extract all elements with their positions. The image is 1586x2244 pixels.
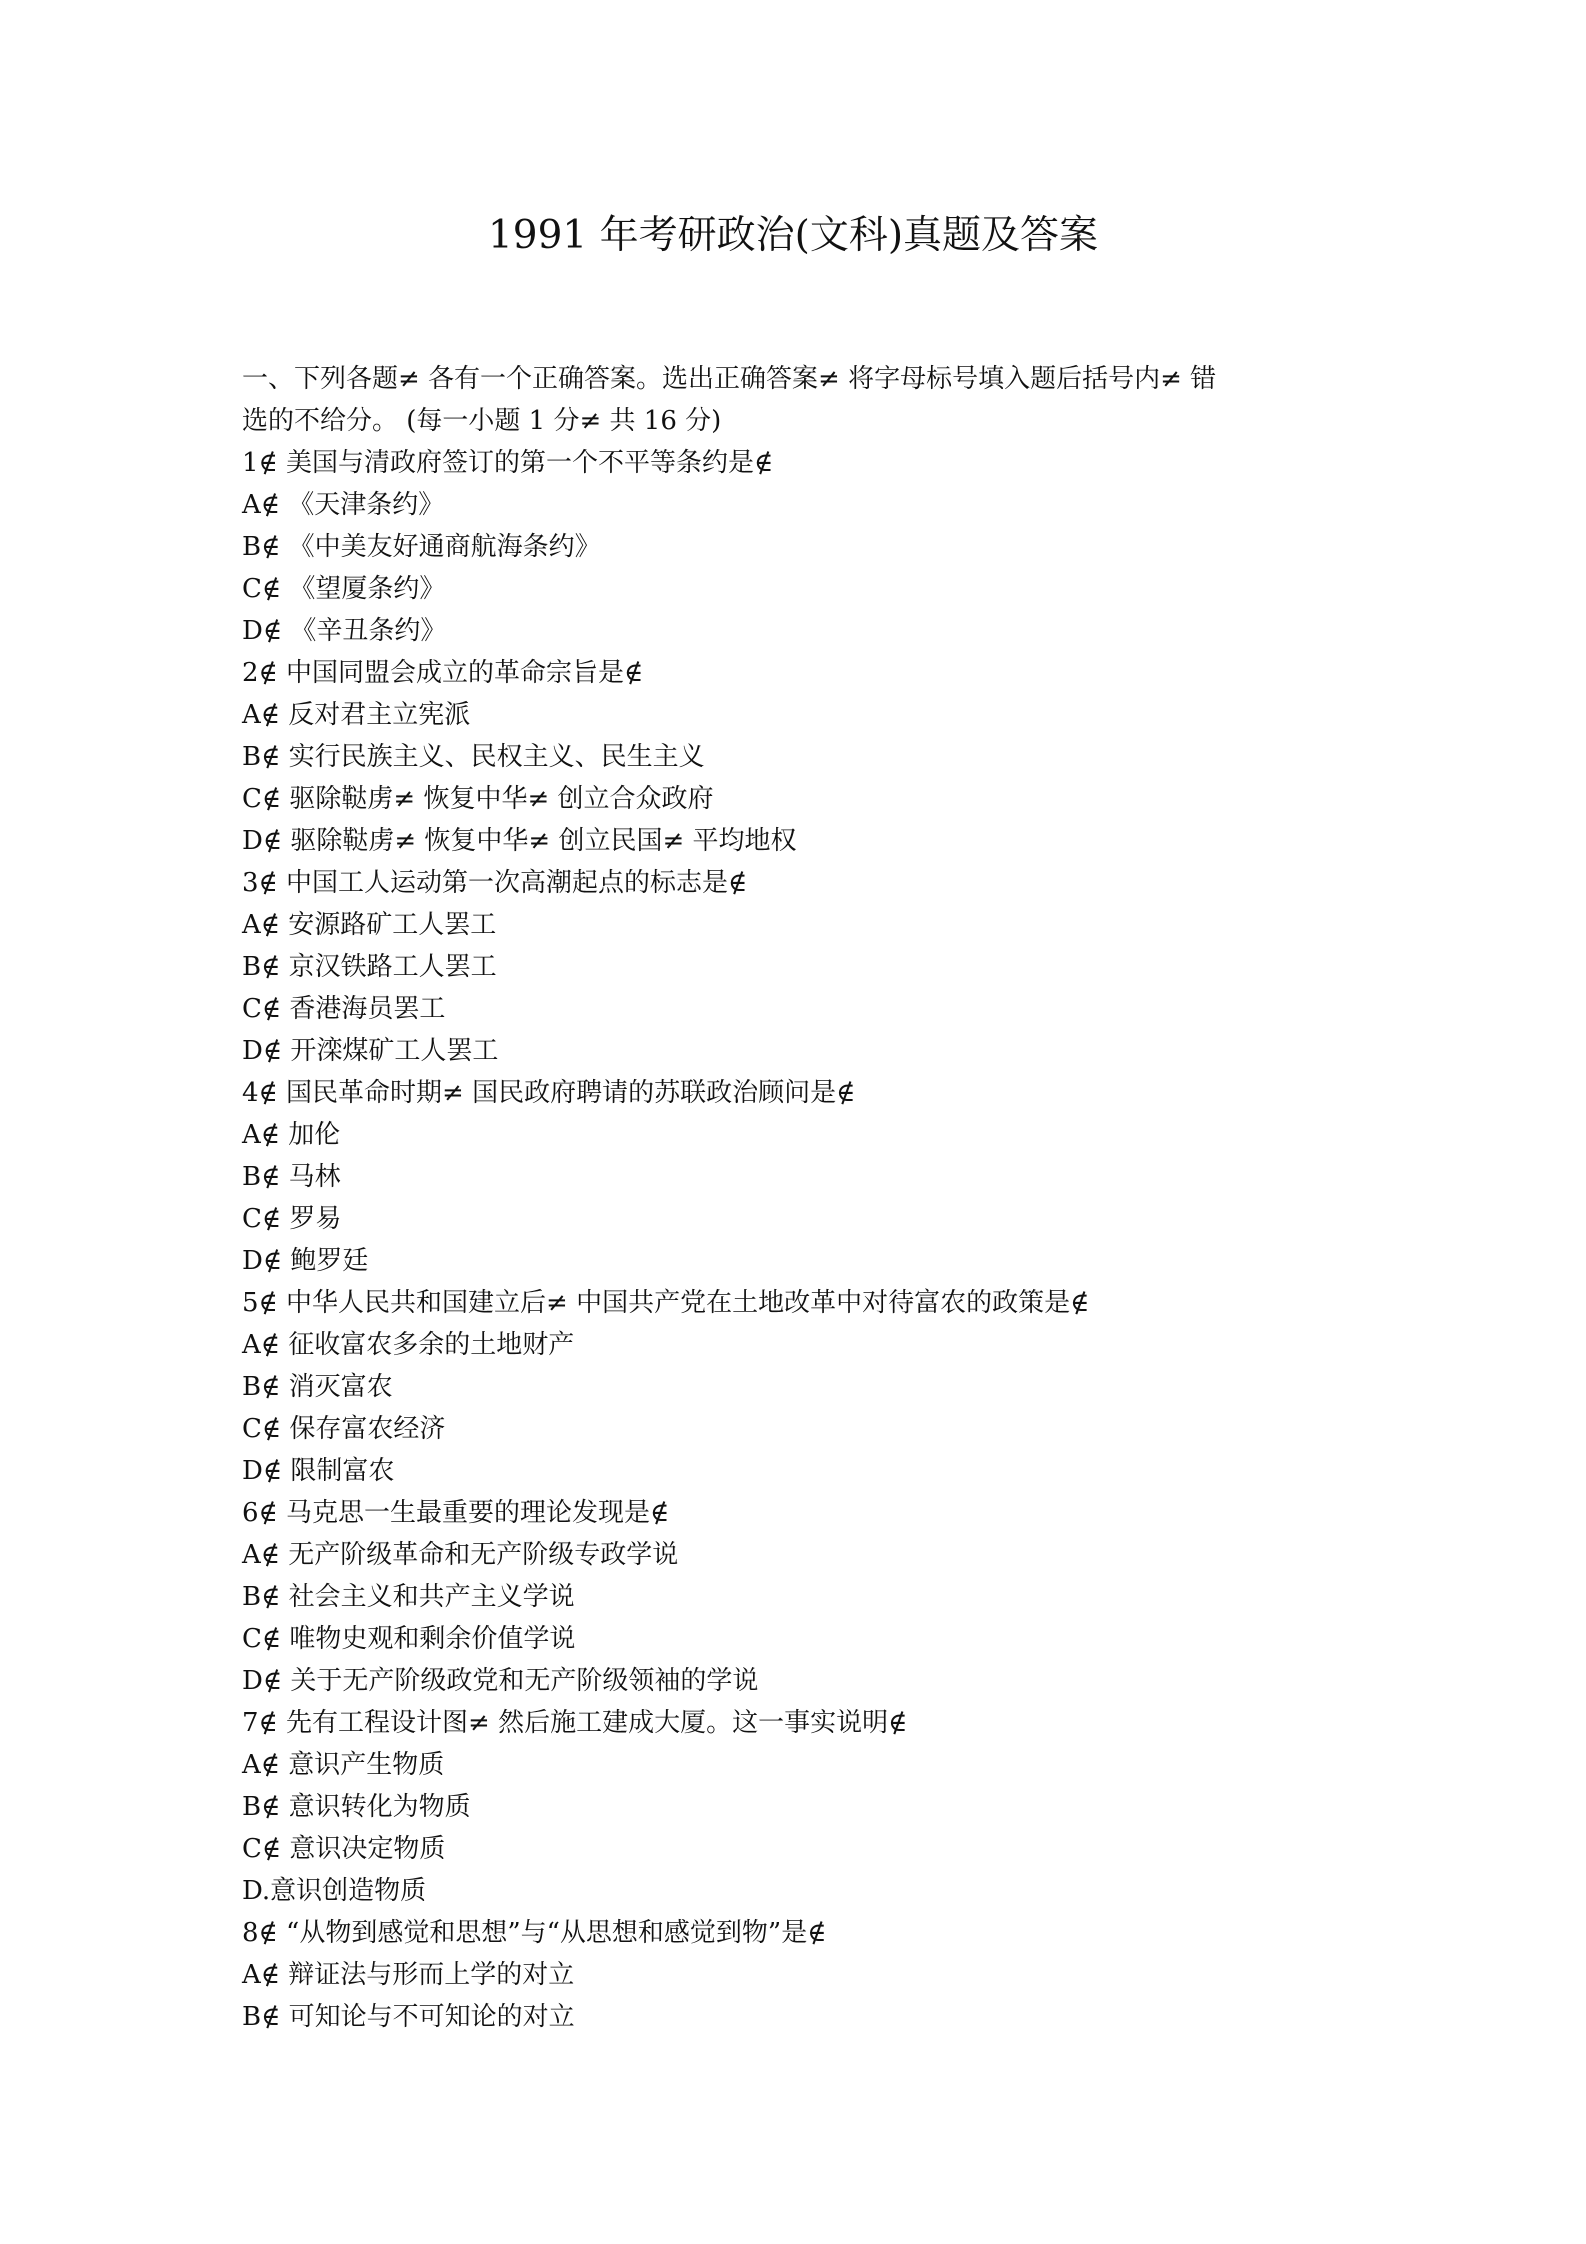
answer-option: A∉ 征收富农多余的土地财产 (242, 1330, 575, 1360)
answer-option: D.意识创造物质 (242, 1876, 427, 1906)
question-stem: 5∉ 中华人民共和国建立后≠ 中国共产党在土地改革中对待富农的政策是∉ (242, 1288, 1090, 1318)
answer-option: C∉ 香港海员罢工 (242, 994, 446, 1024)
document-title: 1991 年考研政治(文科)真题及答案 (487, 213, 1099, 258)
answer-option: C∉ 意识决定物质 (242, 1834, 446, 1864)
answer-option: C∉ 保存富农经济 (242, 1414, 446, 1444)
answer-option: B∉ 马林 (242, 1162, 341, 1192)
answer-option: D∉ 《辛丑条约》 (242, 616, 447, 646)
question-list (242, 442, 1352, 2038)
question-stem: 7∉ 先有工程设计图≠ 然后施工建成大厦。这一事实说明∉ (242, 1708, 908, 1738)
answer-option: A∉ 安源路矿工人罢工 (242, 910, 497, 940)
answer-option: A∉ 加伦 (242, 1120, 341, 1150)
answer-option: C∉ 唯物史观和剩余价值学说 (242, 1624, 576, 1654)
answer-option: D∉ 鲍罗廷 (242, 1246, 369, 1276)
question-stem: 1∉ 美国与清政府签订的第一个不平等条约是∉ (242, 448, 774, 478)
answer-option: B∉ 京汉铁路工人罢工 (242, 952, 497, 982)
question-stem: 4∉ 国民革命时期≠ 国民政府聘请的苏联政治顾问是∉ (242, 1078, 856, 1108)
answer-option: B∉ 社会主义和共产主义学说 (242, 1582, 575, 1612)
answer-option: A∉ 无产阶级革命和无产阶级专政学说 (242, 1540, 679, 1570)
answer-option: D∉ 关于无产阶级政党和无产阶级领袖的学说 (242, 1666, 759, 1696)
instructions-line-1: 一、下列各题≠ 各有一个正确答案。选出正确答案≠ 将字母标号填入题后括号内≠ 错 (242, 364, 1217, 394)
answer-option: B∉ 可知论与不可知论的对立 (242, 2002, 575, 2032)
answer-option: B∉ 消灭富农 (242, 1372, 393, 1402)
answer-option: A∉ 反对君主立宪派 (242, 700, 471, 730)
answer-option: B∉ 《中美友好通商航海条约》 (242, 532, 601, 562)
answer-option: C∉ 《望厦条约》 (242, 574, 446, 604)
answer-option: D∉ 限制富农 (242, 1456, 395, 1486)
answer-option: D∉ 驱除鞑虏≠ 恢复中华≠ 创立民国≠ 平均地权 (242, 826, 797, 856)
answer-option: A∉ 辩证法与形而上学的对立 (242, 1960, 575, 1990)
answer-option: C∉ 驱除鞑虏≠ 恢复中华≠ 创立合众政府 (242, 784, 714, 814)
instructions-line-2: 选的不给分。 (每一小题 1 分≠ 共 16 分) (242, 406, 722, 436)
document-body (242, 358, 1352, 2038)
answer-option: B∉ 意识转化为物质 (242, 1792, 471, 1822)
question-stem: 8∉ “从物到感觉和思想”与“从思想和感觉到物”是∉ (242, 1918, 827, 1948)
answer-option: A∉ 《天津条约》 (242, 490, 445, 520)
answer-option: D∉ 开滦煤矿工人罢工 (242, 1036, 499, 1066)
question-stem: 6∉ 马克思一生最重要的理论发现是∉ (242, 1498, 670, 1528)
answer-option: B∉ 实行民族主义、民权主义、民生主义 (242, 742, 705, 772)
question-stem: 2∉ 中国同盟会成立的革命宗旨是∉ (242, 658, 644, 688)
question-stem: 3∉ 中国工人运动第一次高潮起点的标志是∉ (242, 868, 748, 898)
answer-option: C∉ 罗易 (242, 1204, 342, 1234)
section-instructions (242, 358, 1352, 442)
answer-option: A∉ 意识产生物质 (242, 1750, 445, 1780)
